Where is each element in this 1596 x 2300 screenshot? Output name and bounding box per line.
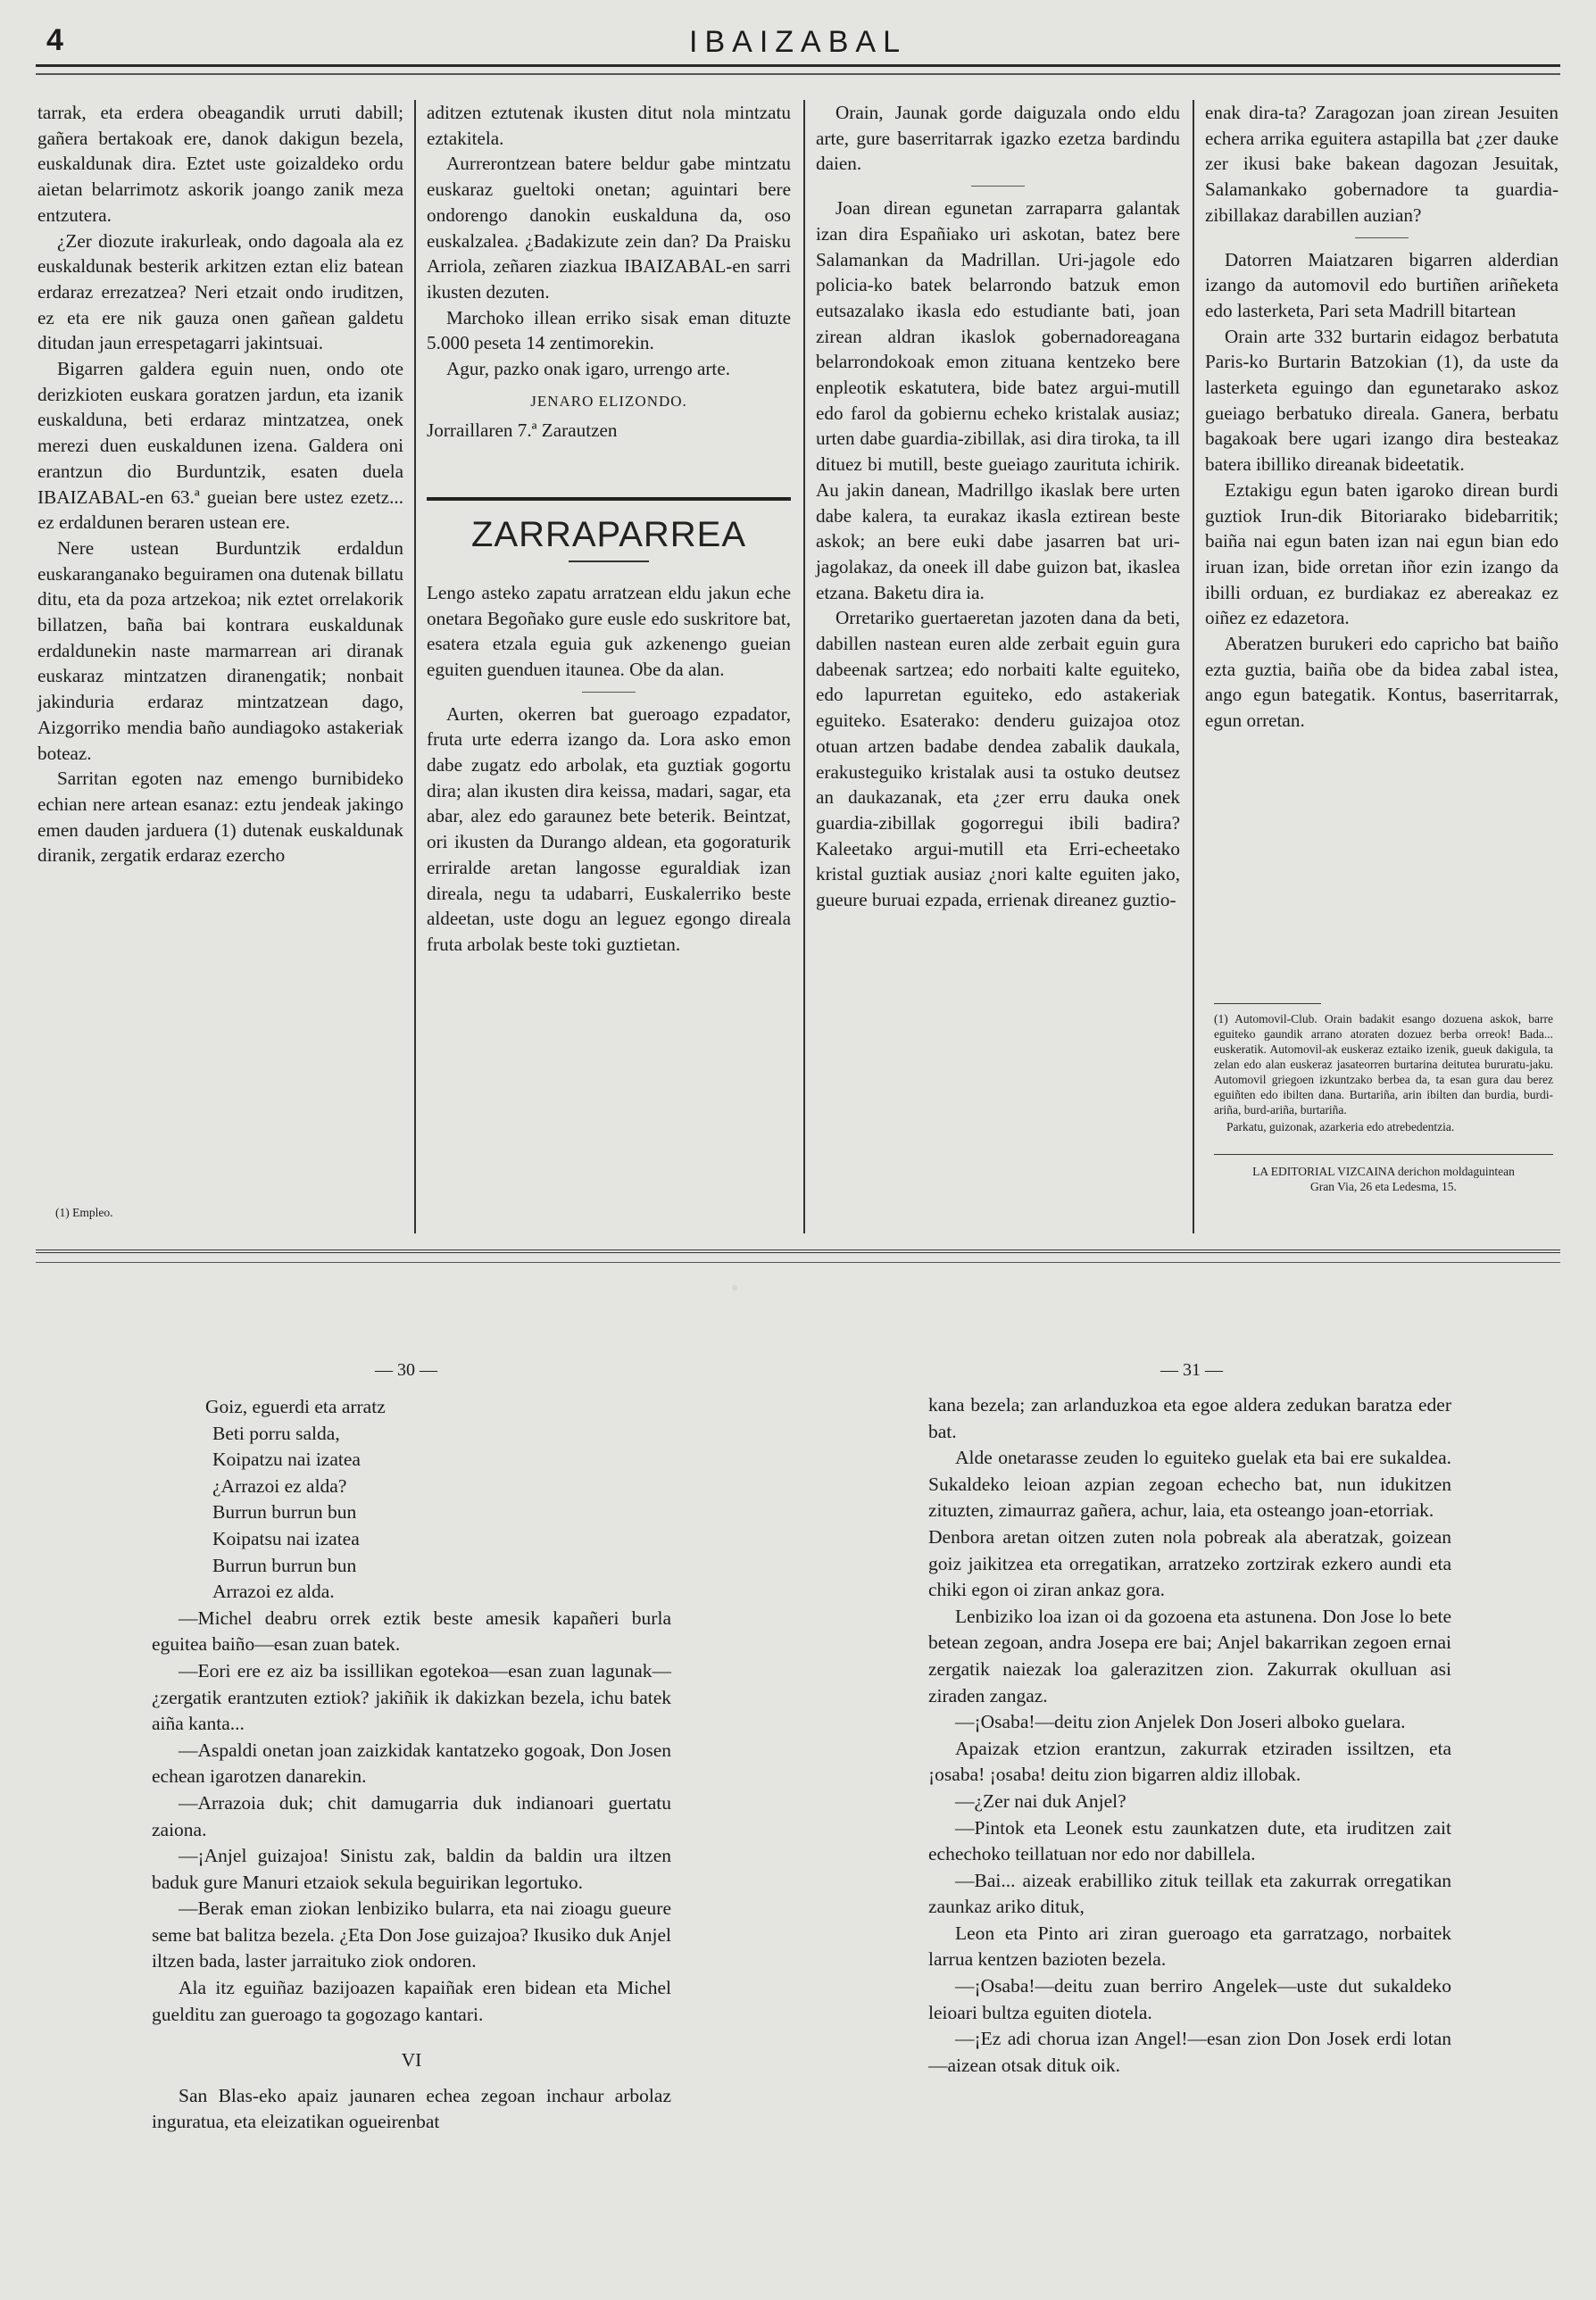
col4-paragraph: Datorren Maiatzaren bigarren alderdian izango da automovil edo burtiñen ariñeketa edo lasterketa, Pari seta Madrill bitartean bbox=[1205, 248, 1559, 321]
imprint-rule bbox=[1214, 1154, 1553, 1155]
book-page-left bbox=[152, 1394, 671, 2136]
title-rule bbox=[569, 560, 649, 562]
book-paragraph: —¿Zer nai duk Anjel? bbox=[955, 1789, 1126, 1812]
col4-paragraph: enak dira-ta? Zaragozan joan zirean Jesuiten echera arrika eguitera astapilla bat ¿zer dauke zer ikusi bake bakean dagozan Jesuitak, Salamankako gobernadore ta guardia-zibillakaz darabillen auzian? bbox=[1205, 102, 1559, 226]
book-paragraph: —¡Anjel guizajoa! Sinistu zak, baldin da baldin ura iltzen baduk gure Manuri etzaiok sekula beguirikan legortuko. bbox=[152, 1845, 671, 1893]
column-divider bbox=[1193, 100, 1194, 1233]
col1-footnote: (1) Empleo. bbox=[55, 1206, 113, 1219]
printer-address: Gran Via, 26 eta Ledesma, 15. bbox=[1310, 1180, 1457, 1193]
col1-paragraph: Nere ustean Burduntzik erdaldun euskaranganako beguiramen ona dutenak billatu ditu, eta da poza artzekoa; nik eztet orrelakorik billatzen, baña bai kontrara euskaldunak erdaldunekin naste marmarrean ari diranak euskaraz mintzatzen diranengatik; nonbait jakinduria erdaraz mintzatzean dago, Aizgorriko mendia baño aundiagoko astakeriak boteaz. bbox=[37, 536, 403, 764]
column-1 bbox=[37, 100, 403, 868]
book-paragraph: —Arrazoia duk; chit damugarria duk indianoari guertatu zaiona. bbox=[152, 1791, 671, 1840]
book-paragraph: kana bezela; zan arlanduzkoa eta egoe aldera zedukan baratza eder bat. bbox=[928, 1394, 1451, 1442]
article-paragraph: Aurten, okerren bat gueroago ezpadator, fruta urte ederra izango da. Lora asko emon dabe zugatz edo arbolak, eta guztiak gogortu dira; alan ikusten dira keissa, madari, sagar, eta abar, alez edo garaunez bete beterik. Beintzat, ori ikusten da Durango aldean, eta gogoraturik erriralde aretan langosse eguraldiak izan direala, negu ta udabarri, Euskalerriko beste aldeetan, uste dogu an leguez egongo direala fruta arbolak beste toki guztietan. bbox=[427, 702, 791, 955]
poem bbox=[152, 1394, 671, 1606]
section-rule bbox=[582, 692, 636, 693]
book-page-number-left: — 30 — bbox=[375, 1360, 437, 1380]
book-paragraph: —Eori ere ez aiz ba issillikan egotekoa—esan zuan lagunak—¿zergatik erantzuten eztiok? jakiñik ik dakizkan bezela, ichu batek aiña kanta... bbox=[152, 1659, 671, 1735]
footnote-rule bbox=[1214, 1003, 1321, 1004]
book-paragraph: Apaizak etzion erantzun, zakurrak etziraden issiltzen, eta ¡osaba! ¡osaba! deitu zion bigarren aldiz illobak. bbox=[928, 1737, 1451, 1786]
book-paragraph: —Pintok eta Leonek estu zaunkatzen dute, eta iruditzen zait echechoko teillatuan nor edo nor dabillela. bbox=[928, 1816, 1451, 1865]
printer-name: LA EDITORIAL VIZCAINA derichon moldaguintean bbox=[1252, 1165, 1515, 1178]
column-2 bbox=[427, 100, 791, 958]
col1-paragraph: Sarritan egoten naz emengo burnibideko echian nere artean esanaz: eztu jendeak jakingo emen dauden jarduera (1) dutenak euskaldunak diranik, zergatik erdaraz ezercho bbox=[37, 768, 403, 867]
chapter-heading: VI bbox=[401, 2049, 422, 2072]
book-paragraph: —Michel deabru orrek eztik beste amesik kapañeri burla eguitea baiño—esan zuan batek. bbox=[152, 1607, 671, 1656]
book-paragraph: —Berak eman ziokan lenbiziko bularra, eta nai zioagu gueure seme bat balitza bezela. ¿Eta Don Jose guizajoa? Ikusiko duk Anjel iltzen bada, laster jarraituko ziok ondoren. bbox=[152, 1897, 671, 1972]
col3-paragraph: Joan direan egunetan zarraparra galantak izan dira Españiako uri askotan, batez bere Salamankan da Madrillan. Uri-jagole edo policia-ko batek belarrondo batzuk emon eutsazalako ikasla edo estudiante bati, joan zirean aldran ikaslok gobernadoreagana belarrondokoak emon zituana kentzeko bere enpleotik eskatutera, bide batez argui-mutill edo farol da gobiernu echeko kristalak ausiaz; urten dabe guardia-zibillak, asi dira tiroka, ta ill dituez bi mutill, beste gueiago zaurituta ichirik. Au jakin danean, Madrillgo ikaslak bere urten dabe kalera, ta eurakaz ikasla eztirean beste askok; an bere euki dabe jasarren bat uri-jagolakaz, da oneek ill dabe guizon bat, ikaslea etzana. Baketu dira ia. bbox=[816, 197, 1180, 603]
page-header bbox=[36, 16, 1560, 70]
book-paragraph: Lenbiziko loa izan oi da gozoena eta astunena. Don Jose lo bete betean zegoan, andra Josepa ere bai; Anjel bakarrikan zegoen ernai zergatik naiezak loa galerazitzen zion. Zakurrak okulluan asi ziraden zangaz. bbox=[928, 1605, 1451, 1706]
page-number: 4 bbox=[46, 23, 63, 57]
column-4 bbox=[1205, 100, 1559, 734]
book-paragraph: San Blas-eko apaiz jaunaren echea zegoan inchaur arbolaz inguratua, eta eleizatikan ogueirenbat bbox=[152, 2084, 671, 2133]
column-divider bbox=[803, 100, 805, 1233]
col4-paragraph: Aberatzen burukeri edo capricho bat baiño ezta guztia, baiña obe da bidea zabal istea, ango egun bategatik. Kontus, baserritarrak, egun orretan. bbox=[1205, 633, 1559, 732]
col4-paragraph: Eztakigu egun baten igaroko direan burdi guztiok Irun-dik Bitoriarako bidebarritik; baiña nai egun baten izan nai egun bian edo iruan izan, bide orretan iñor ezin izango da ibilli orduan, ez burdiakaz ez abereakaz ez oiñez ez edazetora. bbox=[1205, 478, 1559, 629]
col2-paragraph: Marchoko illean erriko sisak eman dituzte 5.000 peseta 14 zentimorekin. bbox=[427, 306, 791, 354]
automovil-footnote: (1) Automovil-Club. Orain badakit esango dozuena askok, barre eguiteko gaundik arrano atoraten dozuez berba orreok! Bada... euskeratik. Automovil-ak euskeraz eztaiko izenik, gueuk dakigula, ta zelan edo alan euskeraz jasateorren burtarina deitutea bururatu-jaku. Automovil griegoen izkuntzako berbea da, ta esan gura dau berez eguiñten edo ibilten dana. Burtariña, arin ibilten dan burdia, burdi-ariña, burd-ariña, burtariña. bbox=[1214, 1012, 1553, 1117]
letter-place-date: Jorraillaren 7.ª Zarautzen bbox=[427, 419, 618, 442]
book-page-right bbox=[928, 1392, 1451, 2079]
book-paragraph: —¡Osaba!—deitu zuan berriro Angelek—uste dut sukaldeko leioari bultza eguiten diotela. bbox=[928, 1975, 1451, 2023]
article-paragraph: Lengo asteko zapatu arratzean eldu jakun eche onetara Begoñako gure eusle edo suskritore bat, esatera etzala eguia guk azkenengo gueian eguiten guenduen itaunea. Obe da alan. bbox=[427, 581, 791, 680]
col1-paragraph: Bigarren galdera eguin nuen, ondo ote derizkioten euskara goratzen jardun, eta izanik euskalduna, beti erdaraz mintzatzea, onek merezi duen euskaldunen izena. Galdera oni erantzun dio Burduntzik, esaten duela IBAIZABAL-en 63.ª gueian bere ustez ezetz... ez erdaldunen beraren ustean ere. bbox=[37, 358, 403, 534]
col4-paragraph: Orain arte 332 burtarin eidagoz berbatuta Paris-ko Burtarin Batzokian (1), da uste da lasterketa eguingo dan egunetarako askoz gueiago berbatuko direala. Ganera, berbatu bagakoak bere ugari izango dira besteakaz batera ibilliko direanak bideetatik. bbox=[1205, 325, 1559, 476]
col4-footnotes bbox=[1214, 1003, 1553, 1194]
col3-paragraph: Orain, Jaunak gorde daiguzala ondo eldu arte, gure baserritarrak igazko ezetza bardindu daien. bbox=[816, 102, 1180, 175]
section-rule bbox=[1355, 237, 1409, 238]
book-paragraph: Alde onetarasse zeuden lo eguiteko guelak eta bai ere sukaldea. Sukaldeko leioan azpian zegoan echecho bat, nun idukitzen zituzten, zimaurraz gañera, achur, laia, eta osteango joan-etorriak. bbox=[928, 1447, 1451, 1522]
pardon-note: Parkatu, guizonak, azarkeria edo atrebedentzia. bbox=[1226, 1120, 1455, 1133]
col2-paragraph: Agur, pazko onak igaro, urrengo arte. bbox=[446, 358, 731, 380]
poem-line: Burrun burrun bun bbox=[212, 1501, 357, 1524]
book-paragraph: —Aspaldi onetan joan zaizkidak kantatzeko gogoak, Don Josen echean igarotzen danarekin. bbox=[152, 1739, 671, 1788]
page-fold-rule bbox=[36, 1250, 1560, 1263]
book-page-number-right: — 31 — bbox=[1160, 1360, 1223, 1380]
col1-paragraph: tarrak, eta erdera obeagandik urruti dabill; gañera bertakoak ere, danok dakigun bezela, euskaldunak dira. Eztet uste goizaldeko ordu aietan belarrimotz askorik joango zanik meza entzutera. bbox=[37, 102, 403, 226]
letter-signature: JENARO ELIZONDO. bbox=[530, 392, 687, 410]
book-paragraph: —¡Osaba!—deitu zion Anjelek Don Joseri alboko guelara. bbox=[955, 1711, 1406, 1733]
book-paragraph: Ala itz eguiñaz bazijoazen kapaiñak eren bidean eta Michel guelditu zan gueroago ta gogozago kantari. bbox=[152, 1977, 671, 2025]
header-rule bbox=[36, 64, 1560, 75]
ink-speck bbox=[732, 1285, 737, 1291]
column-3 bbox=[816, 100, 1180, 913]
column-divider bbox=[414, 100, 416, 1233]
book-paragraph: —¡Ez adi chorua izan Angel!—esan zion Don Josek erdi lotan —aizean otsak dituk oik. bbox=[928, 2028, 1451, 2076]
section-rule bbox=[971, 186, 1025, 187]
poem-line: ¿Arrazoi ez alda? bbox=[212, 1474, 347, 1497]
col3-paragraph: Orretariko guertaeretan jazoten dana da beti, dabillen nastean euren alde zerbait eguin gura dabeenak sartzea; edo norbaiti kalte eguiteko, edo lapurretan eguiteko, edo astakeriak eguiteko. Esaterako: denderu guizajoa otoz otuan artzen badabe dendea zabalik daukala, erakusteguiko kristalak ausi ta ostuko deutsez an daukazanak, eta ¿zer erru dauka onek guardia-zibillak gogorregui ibili badira? Kaleetako argui-mutill eta Erri-echeetako kristal guztiak ausiaz ¿nori kalte eguiten jako, gueure buruai ezpada, errienak direanez guztio- bbox=[816, 607, 1180, 911]
book-paragraph: Leon eta Pinto ari ziran gueroago eta garratzago, norbaitek larrua kentzen bazioten bezela. bbox=[928, 1922, 1451, 1971]
poem-line: Koipatzu nai izatea bbox=[212, 1449, 361, 1471]
article-title: ZARRAPARREA bbox=[470, 515, 747, 555]
printer-imprint bbox=[1214, 1154, 1553, 1194]
poem-line: Burrun burrun bun bbox=[212, 1554, 357, 1576]
poem-line: Beti porru salda, bbox=[212, 1422, 340, 1444]
col1-paragraph: ¿Zer diozute irakurleak, ondo dagoala ala ez euskaldunak besterik arkitzen eztan eliz batean erdaraz errezatzea? Neri etzait ondo iruditzen, ez eta ere nik gauza onen gañean galdetu ditudan jaun errespetagarri jakintsuai. bbox=[37, 229, 403, 354]
book-paragraph: —Bai... aizeak erabilliko zituk teillak eta zakurrak orregatikan zaunkaz ariko dituk, bbox=[928, 1869, 1451, 1918]
poem-line: Goiz, eguerdi eta arratz bbox=[205, 1396, 386, 1417]
col2-paragraph: aditzen eztutenak ikusten ditut nola mintzatu eztakitela. bbox=[427, 102, 791, 149]
masthead-title: IBAIZABAL bbox=[689, 25, 907, 59]
col2-paragraph: Aurrerontzean batere beldur gabe mintzatu euskaraz gueltoki onetan; aguintari bere ondorengo danokin euskalduna da, oso euskalzalea. ¿Badakizute zein dan? Da Praisku Arriola, zeñaren ziazkua IBAIZABAL-en sarri ikusten dezuten. bbox=[427, 153, 791, 303]
poem-line: Arrazoi ez alda. bbox=[212, 1581, 335, 1603]
book-paragraph: Denbora aretan oitzen zuten nola pobreak ala aberatzak, goizean goiz jaikitzea eta orregatikan, arratzeko zortzirak ezkero aundi eta chiki egon oi ziran ankaz gora. bbox=[928, 1525, 1451, 1601]
article-heading bbox=[427, 497, 791, 562]
poem-line: Koipatsu nai izatea bbox=[212, 1527, 360, 1549]
